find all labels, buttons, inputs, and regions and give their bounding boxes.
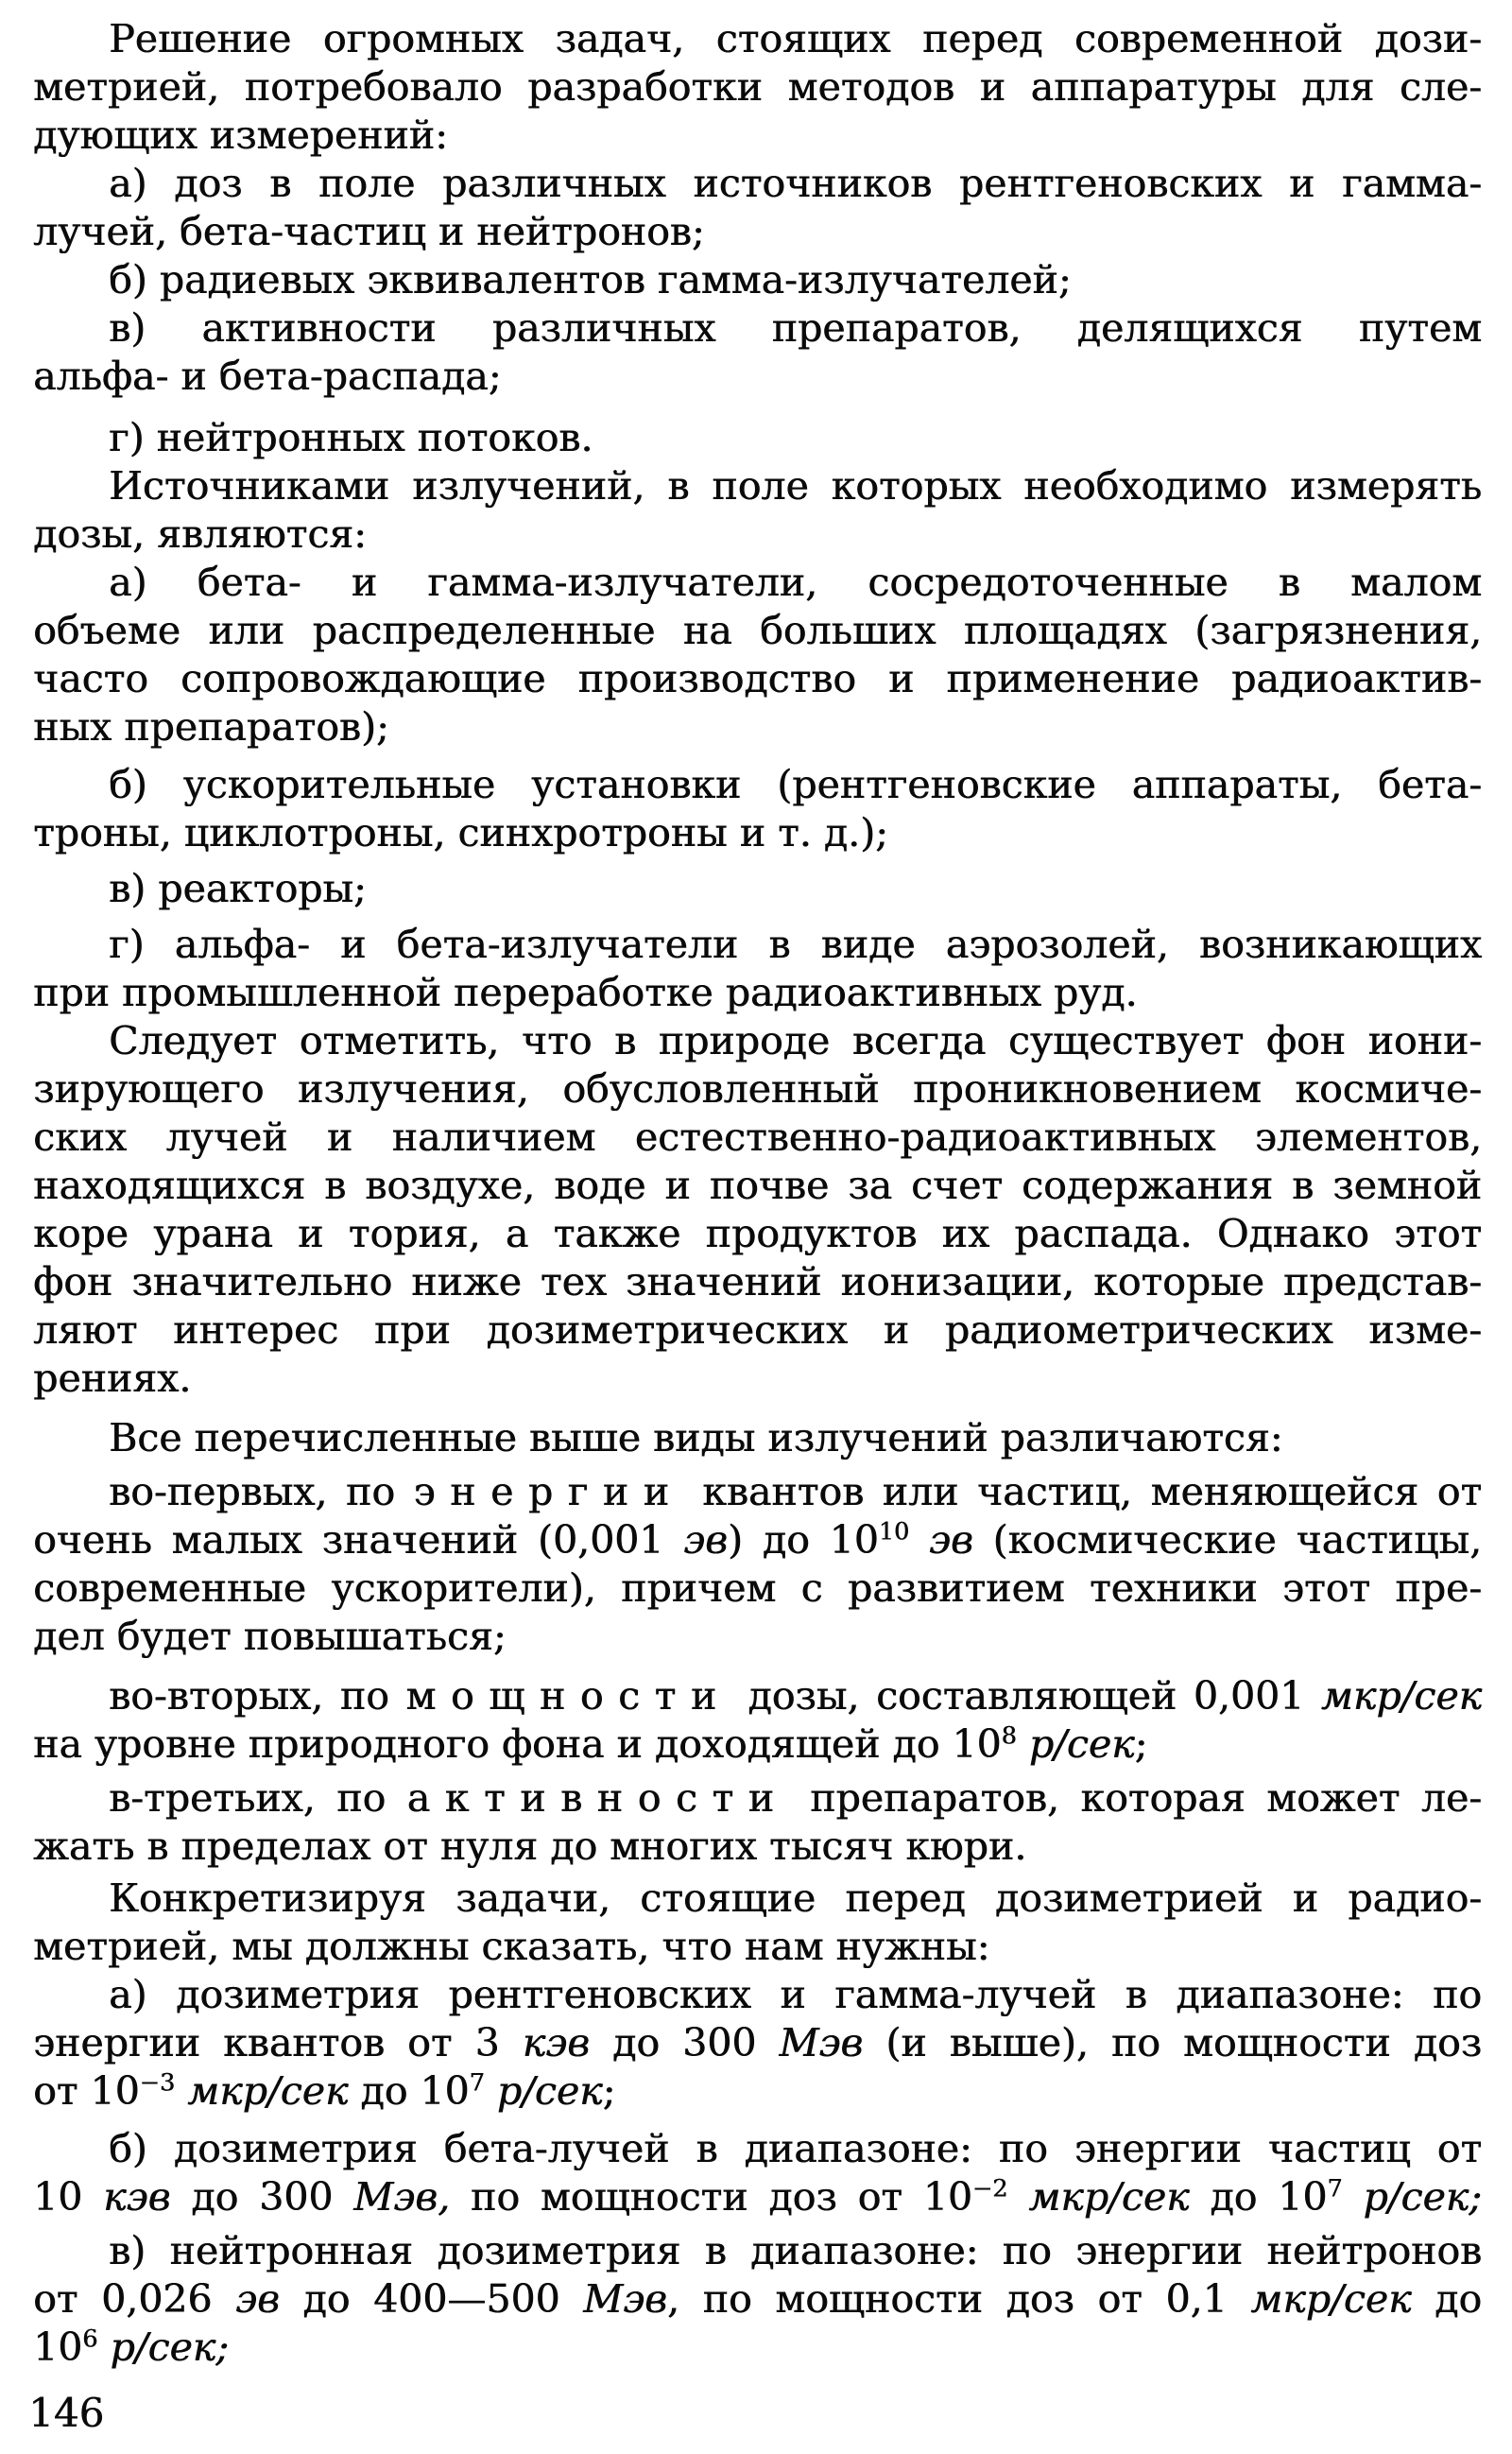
text-segment: Мэв: [779, 2020, 864, 2065]
text-segment: до 10: [1189, 2174, 1328, 2220]
text-line: [33, 1065, 1482, 1114]
text-segment: до 10: [348, 2068, 470, 2114]
text-segment: от 0,026: [33, 2276, 235, 2322]
text-segment: дозы, являются:: [33, 511, 367, 557]
text-line: [33, 1720, 1482, 1769]
text-line: [33, 208, 1482, 256]
text-line: [33, 256, 1482, 304]
text-line: [33, 2125, 1482, 2173]
text-segment: дующих измерений:: [33, 112, 448, 158]
text-segment: [909, 1517, 929, 1563]
text-segment: в) нейтронная дозиметрия в диапазоне: по энергии нейтронов: [109, 2228, 1482, 2273]
text-line: [33, 1774, 1482, 1823]
text-segment: от 10: [33, 2068, 140, 2114]
text-segment: 10: [33, 2174, 104, 2220]
text-line: [33, 1923, 1482, 1971]
text-segment: р/сек;: [110, 2324, 229, 2370]
text-segment: часто сопровождающие производство и применение радиоактив-: [33, 656, 1482, 701]
text-line: [33, 1210, 1482, 1258]
text-segment: до: [1411, 2276, 1482, 2322]
text-line: [33, 1613, 1482, 1661]
text-segment: препаратов, которая может ле-: [788, 1775, 1482, 1821]
text-segment: Источниками излучений, в поле которых необходимо измерять: [109, 463, 1482, 509]
text-segment: коре урана и тория, а также продуктов их распада. Однако этот: [33, 1211, 1482, 1256]
text-line: [33, 1468, 1482, 1516]
text-segment: а) доз в поле различных источников рентгеновских и гамма-: [109, 161, 1482, 206]
text-segment: ) до 10: [727, 1517, 879, 1563]
text-segment: в) активности различных препаратов, делящихся путем: [109, 305, 1482, 351]
text-segment: энергии квантов от 3: [33, 2020, 523, 2065]
text-line: [33, 1258, 1482, 1306]
text-line: [33, 160, 1482, 208]
text-segment: мкр/сек: [1320, 1673, 1483, 1719]
text-segment: эв: [234, 2276, 280, 2322]
text-segment: (и выше), по мощности доз: [863, 2020, 1482, 2065]
superscript: 7: [469, 2067, 485, 2097]
superscript: −2: [971, 2173, 1008, 2203]
text-segment: во-вторых, по: [109, 1673, 406, 1719]
text-segment: ляют интерес при дозиметрических и радиометрических изме-: [33, 1307, 1482, 1353]
text-line: [33, 2173, 1482, 2221]
text-segment: лучей, бета-частиц и нейтронов;: [33, 209, 705, 254]
text-line: [33, 2019, 1482, 2067]
text-segment: , по мощности доз от 0,1: [666, 2276, 1251, 2322]
text-segment: б) ускорительные установки (рентгеновские аппараты, бета-: [109, 762, 1482, 807]
text-segment: а) бета- и гамма-излучатели, сосредоточенные в малом: [109, 560, 1482, 605]
text-line: [33, 969, 1482, 1017]
text-segment: Следует отметить, что в природе всегда существует фон иони-: [109, 1018, 1482, 1063]
text-segment: эв: [683, 1517, 728, 1563]
text-segment: дозы, составляющей 0,001: [730, 1673, 1321, 1719]
text-segment: Все перечисленные выше виды излучений различаются:: [109, 1415, 1283, 1460]
text-line: [33, 112, 1482, 160]
text-segment: жать в пределах от нуля до многих тысяч кюри.: [33, 1823, 1027, 1869]
text-line: [33, 2324, 1482, 2372]
text-segment: [175, 2068, 187, 2114]
text-segment: [97, 2324, 110, 2370]
text-segment: [1007, 2174, 1028, 2220]
text-segment: находящихся в воздухе, воде и почве за счет содержания в земной: [33, 1163, 1482, 1208]
text-segment: во-первых, по: [109, 1469, 414, 1514]
text-segment: до 400—500: [279, 2276, 584, 2322]
superscript: 7: [1327, 2173, 1343, 2203]
text-segment: по мощности доз от 10: [450, 2174, 972, 2220]
text-segment: метрией, потребовало разработки методов и аппаратуры для сле-: [33, 64, 1482, 110]
text-segment: Мэв: [583, 2276, 667, 2322]
text-line: [33, 1823, 1482, 1871]
text-segment: б) дозиметрия бета-лучей в диапазоне: по энергии частиц от: [109, 2126, 1482, 2171]
text-line: [33, 921, 1482, 969]
text-line: [33, 1414, 1482, 1462]
text-segment: объеме или распределенные на больших площадях (загрязнения,: [33, 608, 1482, 653]
text-block: [33, 15, 1482, 2372]
text-segment: в) реакторы;: [109, 866, 367, 911]
text-segment: ских лучей и наличием естественно-радиоактивных элементов,: [33, 1115, 1482, 1160]
text-segment: мощности: [405, 1673, 731, 1719]
text-line: [33, 809, 1482, 857]
text-segment: в-третьих, по: [109, 1775, 407, 1821]
text-line: [33, 510, 1482, 559]
text-segment: 10: [33, 2324, 83, 2370]
text-segment: мкр/сек: [1028, 2174, 1190, 2220]
text-line: [33, 1672, 1482, 1720]
text-line: [33, 63, 1482, 112]
text-line: [33, 1017, 1482, 1065]
text-segment: (космические частицы,: [972, 1517, 1482, 1563]
superscript: 8: [1001, 1720, 1017, 1750]
superscript: 6: [82, 2324, 98, 2353]
text-segment: эв: [928, 1517, 973, 1563]
text-segment: кэв: [522, 2020, 590, 2065]
text-line: [33, 414, 1482, 462]
text-segment: активности: [406, 1775, 789, 1821]
superscript: 10: [878, 1516, 910, 1546]
text-segment: р/сек;: [1363, 2174, 1482, 2220]
text-line: [33, 1971, 1482, 2019]
text-segment: Решение огромных задач, стоящих перед современной дози-: [109, 16, 1482, 61]
text-segment: современные ускорители), причем с развитием техники этот пре-: [33, 1565, 1482, 1611]
text-segment: Мэв,: [353, 2174, 451, 2220]
text-segment: [1017, 1721, 1029, 1767]
text-segment: ;: [602, 2068, 616, 2114]
text-line: [33, 2067, 1482, 2116]
superscript: −3: [139, 2067, 176, 2097]
text-segment: г) альфа- и бета-излучатели в виде аэрозолей, возникающих: [109, 922, 1482, 967]
text-segment: [1342, 2174, 1363, 2220]
text-line: [33, 2227, 1482, 2275]
text-line: [33, 15, 1482, 63]
text-line: [33, 1564, 1482, 1613]
text-segment: б) радиевых эквивалентов гамма-излучателей;: [109, 257, 1072, 302]
text-segment: Конкретизируя задачи, стоящие перед дозиметрией и радио-: [109, 1875, 1482, 1921]
text-segment: до 300: [170, 2174, 354, 2220]
text-segment: рениях.: [33, 1356, 192, 1401]
text-segment: а) дозиметрия рентгеновских и гамма-лучей в диапазоне: по: [109, 1972, 1482, 2017]
text-segment: альфа- и бета-распада;: [33, 354, 502, 399]
text-segment: мкр/сек: [1250, 2276, 1412, 2322]
text-segment: фон значительно ниже тех значений ионизации, которые представ-: [33, 1259, 1482, 1305]
text-line: [33, 607, 1482, 655]
text-line: [33, 559, 1482, 607]
text-segment: р/сек: [496, 2068, 603, 2114]
text-segment: на уровне природного фона и доходящей до 10: [33, 1721, 1002, 1767]
text-segment: зирующего излучения, обусловленный проникновением космиче-: [33, 1066, 1482, 1112]
text-segment: р/сек: [1028, 1721, 1135, 1767]
text-line: [33, 703, 1482, 752]
text-line: [33, 2275, 1482, 2324]
text-segment: ных препаратов);: [33, 704, 389, 750]
text-line: [33, 1162, 1482, 1210]
text-line: [33, 761, 1482, 809]
text-segment: дел будет повышаться;: [33, 1614, 507, 1659]
text-segment: [485, 2068, 497, 2114]
text-segment: метрией, мы должны сказать, что нам нужны:: [33, 1924, 990, 1969]
text-line: [33, 1516, 1482, 1564]
text-segment: мкр/сек: [187, 2068, 349, 2114]
text-segment: при промышленной переработке радиоактивных руд.: [33, 970, 1138, 1015]
text-segment: квантов или частиц, меняющейся от: [683, 1469, 1482, 1514]
page-number: 146: [28, 2390, 105, 2436]
text-segment: очень малых значений (0,001: [33, 1517, 684, 1563]
text-line: [33, 1114, 1482, 1162]
text-line: [33, 1875, 1482, 1923]
text-line: [33, 462, 1482, 510]
text-line: [33, 655, 1482, 703]
text-line: [33, 1355, 1482, 1403]
text-segment: до 300: [589, 2020, 780, 2065]
text-line: [33, 304, 1482, 353]
text-segment: кэв: [103, 2174, 171, 2220]
text-segment: г) нейтронных потоков.: [109, 415, 593, 460]
text-segment: троны, циклотроны, синхротроны и т. д.);: [33, 810, 888, 855]
text-segment: ;: [1134, 1721, 1148, 1767]
text-line: [33, 353, 1482, 401]
text-line: [33, 1306, 1482, 1355]
text-segment: энергии: [413, 1469, 684, 1514]
text-line: [33, 865, 1482, 913]
